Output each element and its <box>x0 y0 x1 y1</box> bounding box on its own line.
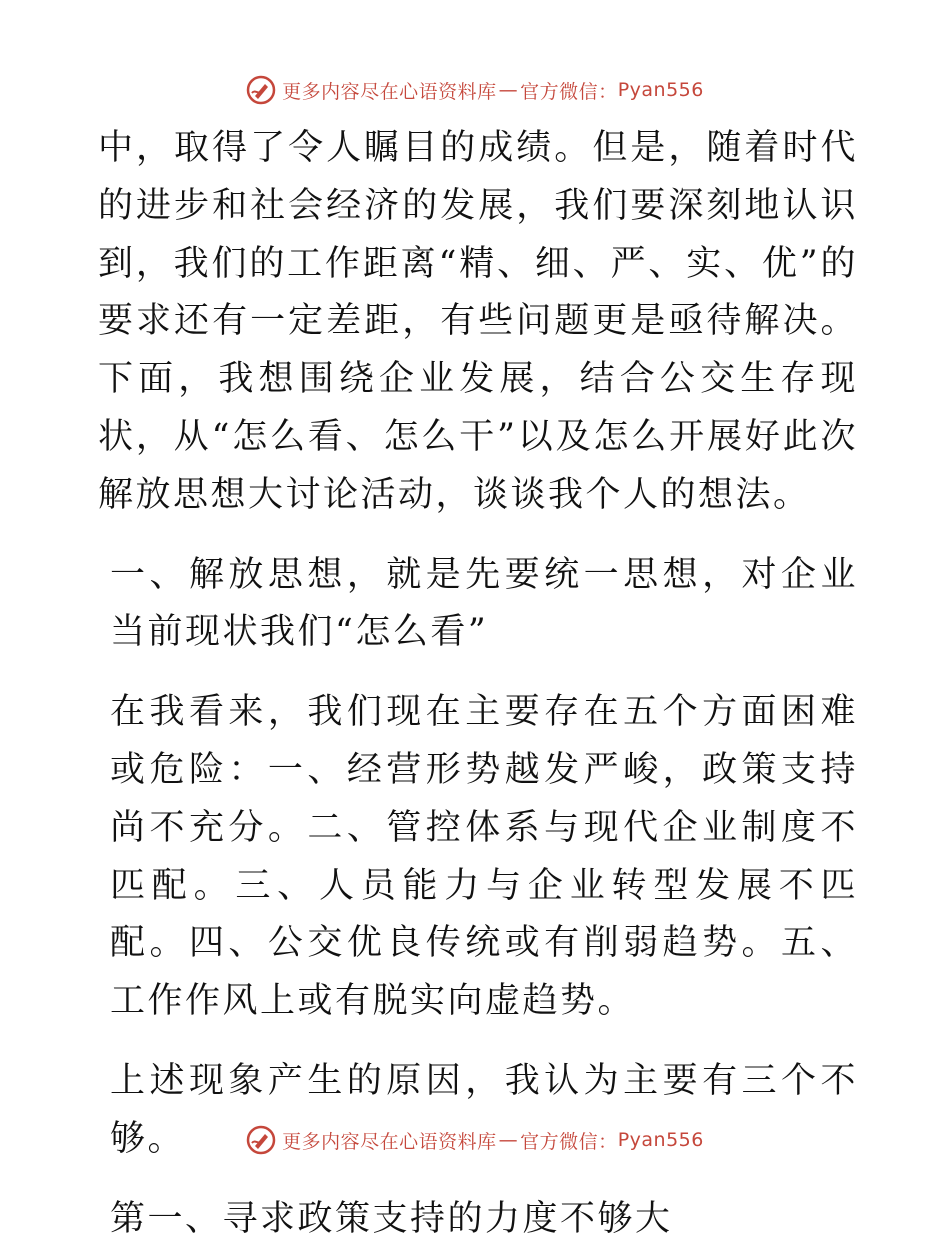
paragraph-intro: 中，取得了令人瞩目的成绩。但是，随着时代的进步和社会经济的发展，我们要深刻地认识到，我们的工作距离“精、细、严、实、优”的要求还有一定差距，有些问题更是亟待解决。下面，我想围绕企业发展，结合公交生存现状，从“怎么看、怎么干”以及怎么开展好此次解放思想大讨论活动，谈谈我个人的想法。 <box>98 128 858 515</box>
watermark-header <box>0 70 950 110</box>
section-heading-1: 一、解放思想，就是先要统一思想，对企业当前现状我们“怎么看” <box>110 554 858 653</box>
watermark-account: Pyan556 <box>617 1129 704 1151</box>
watermark-text: 更多内容尽在心语资料库 <box>282 1130 497 1153</box>
watermark-official: 官方微信： <box>520 80 618 103</box>
watermark-separator: — <box>498 1129 519 1151</box>
subsection-heading-1: 第一、寻求政策支持的力度不够大 <box>110 1198 673 1239</box>
document-body <box>98 120 858 1248</box>
watermark-official: 官方微信： <box>520 1130 618 1153</box>
paragraph-causes: 上述现象产生的原因，我认为主要有三个不够。 <box>110 1060 858 1159</box>
watermark-account: Pyan556 <box>617 79 704 101</box>
pen-logo-icon <box>246 75 276 105</box>
pen-logo-icon <box>246 1125 276 1155</box>
paragraph-difficulties: 在我看来，我们现在主要存在五个方面困难或危险：一、经营形势越发严峻，政策支持尚不充分。二、管控体系与现代企业制度不匹配。三、人员能力与企业转型发展不匹配。四、公交优良传统或有削弱趋势。五、工作作风上或有脱实向虚趋势。 <box>110 692 858 1022</box>
watermark-text: 更多内容尽在心语资料库 <box>282 80 497 103</box>
watermark-footer <box>0 1120 950 1160</box>
watermark-separator: — <box>498 79 519 101</box>
